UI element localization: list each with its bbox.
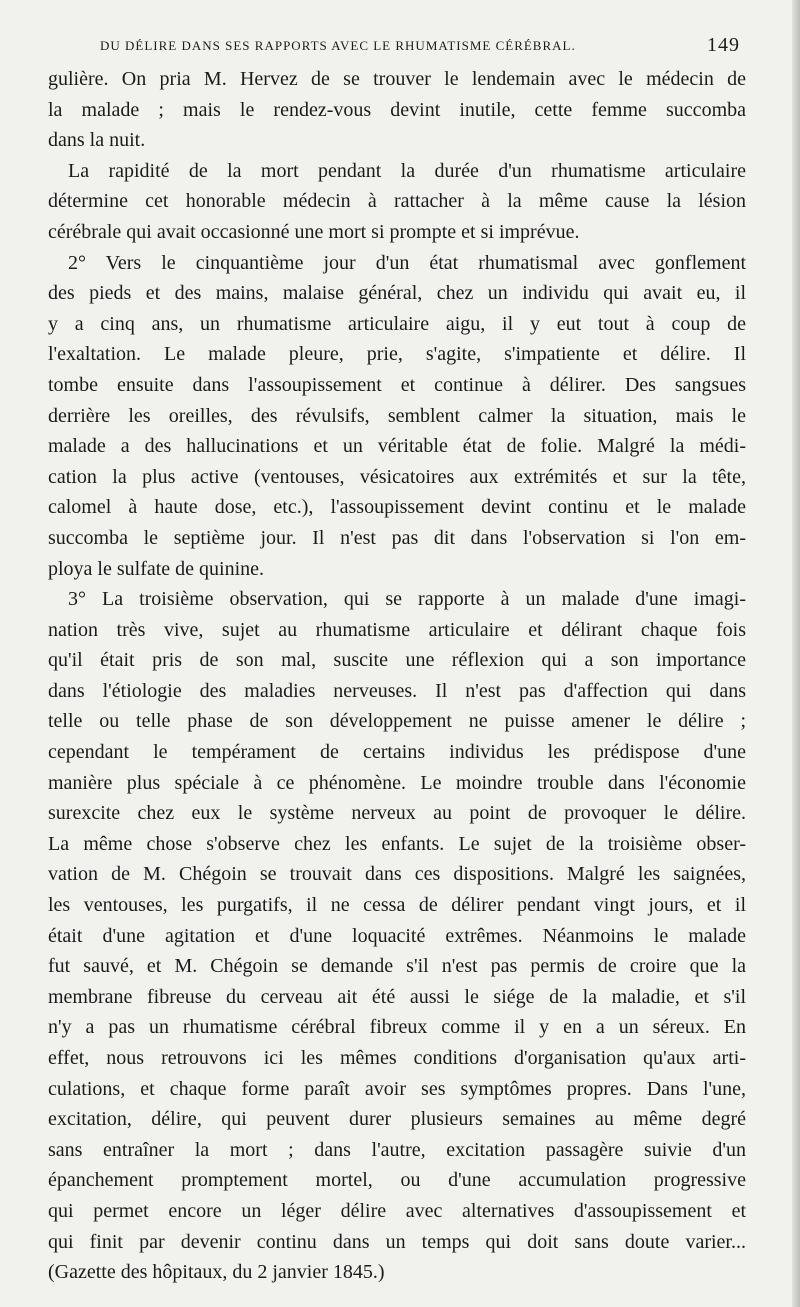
text-line: dans la nuit. [48,129,146,152]
text-line: vation de M. Chégoin se trouvait dans ces dispositions. Malgré les saignées, [48,863,746,886]
text-line: effet, nous retrouvons ici les mêmes conditions d'organisation qu'aux arti- [48,1047,746,1069]
text-line: l'exaltation. Le malade pleure, prie, s'agite, s'impatiente et délire. Il [48,343,746,366]
text-line: 3° La troisième observation, qui se rapporte à un malade d'une imagi- [68,588,746,611]
text-line: sans entraîner la mort ; dans l'autre, excitation passagère suivie d'un [48,1138,746,1161]
text-line: n'y a pas un rhumatisme cérébral fibreux comme il y en a un séreux. En [48,1016,746,1039]
text-line: (Gazette des hôpitaux, du 2 janvier 1845.) [48,1261,385,1284]
text-line: culations, et chaque forme paraît avoir ses symptômes propres. Dans l'une, [48,1077,746,1100]
text-line: telle ou telle phase de son développement ne puisse amener le délire ; [48,710,746,733]
text-line: surexcite chez eux le système nerveux au point de provoquer le délire. [48,802,746,825]
running-head: DU DÉLIRE DANS SES RAPPORTS AVEC LE RHUMATISME CÉRÉBRAL. [100,38,576,53]
text-line: y a cinq ans, un rhumatisme articulaire aigu, il y eut tout à coup de [48,312,746,335]
text-line: qu'il était pris de son mal, suscite une réflexion qui a son importance [48,649,746,672]
page-header [100,34,740,60]
body-text [48,64,746,1288]
text-line: cérébrale qui avait occasionné une mort si prompte et si imprévue. [48,220,580,243]
text-line: excitation, délire, qui peuvent durer plusieurs semaines au même degré [48,1108,746,1131]
text-line: les ventouses, les purgatifs, il ne cessa de délirer pendant vingt jours, et il [48,894,746,917]
text-line: gulière. On pria M. Hervez de se trouver le lendemain avec le médecin de [48,68,746,90]
text-line: manière plus spéciale à ce phénomène. Le moindre trouble dans l'économie [48,771,746,794]
text-line: des pieds et des mains, malaise général, chez un individu qui avait eu, il [48,282,746,305]
text-line: La rapidité de la mort pendant la durée d'un rhumatisme articulaire [68,159,746,182]
text-line: cependant le tempérament de certains individus les prédispose d'une [48,741,746,764]
text-line: dans l'étiologie des maladies nerveuses. Il n'est pas d'affection qui dans [48,679,746,702]
text-line: succomba le septième jour. Il n'est pas dit dans l'observation si l'on em- [48,526,746,549]
text-line: calomel à haute dose, etc.), l'assoupissement devint continu et le malade [48,496,746,519]
page-number: 149 [707,34,740,56]
text-line: détermine cet honorable médecin à rattacher à la même cause la lésion [48,190,746,213]
text-line: La même chose s'observe chez les enfants. Le sujet de la troisième obser- [48,832,746,855]
text-line: 2° Vers le cinquantième jour d'un état rhumatismal avec gonflement [68,251,746,274]
text-line: malade a des hallucinations et un véritable état de folie. Malgré la médi- [48,435,746,458]
text-line: fut sauvé, et M. Chégoin se demande s'il n'est pas permis de croire que la [48,955,746,978]
text-line: la malade ; mais le rendez-vous devint inutile, cette femme succomba [48,98,746,121]
text-line: qui permet encore un léger délire avec alternatives d'assoupissement et [48,1199,746,1222]
text-line: épanchement promptement mortel, ou d'une accumulation progressive [48,1169,746,1192]
text-line: membrane fibreuse du cerveau ait été aussi le siége de la maladie, et s'il [48,985,746,1008]
text-line: était d'une agitation et d'une loquacité extrêmes. Néanmoins le malade [48,924,746,947]
text-line: cation la plus active (ventouses, vésicatoires aux extrémités et sur la tête, [48,465,746,488]
text-line: derrière les oreilles, des révulsifs, semblent calmer la situation, mais le [48,404,746,427]
page-edge-shadow [792,0,800,1307]
text-line: nation très vive, sujet au rhumatisme articulaire et délirant chaque fois [48,618,746,641]
text-line: ploya le sulfate de quinine. [48,557,265,580]
text-line: tombe ensuite dans l'assoupissement et continue à délirer. Des sangsues [48,373,746,396]
text-line: qui finit par devenir continu dans un temps qui doit sans doute varier... [48,1230,746,1253]
